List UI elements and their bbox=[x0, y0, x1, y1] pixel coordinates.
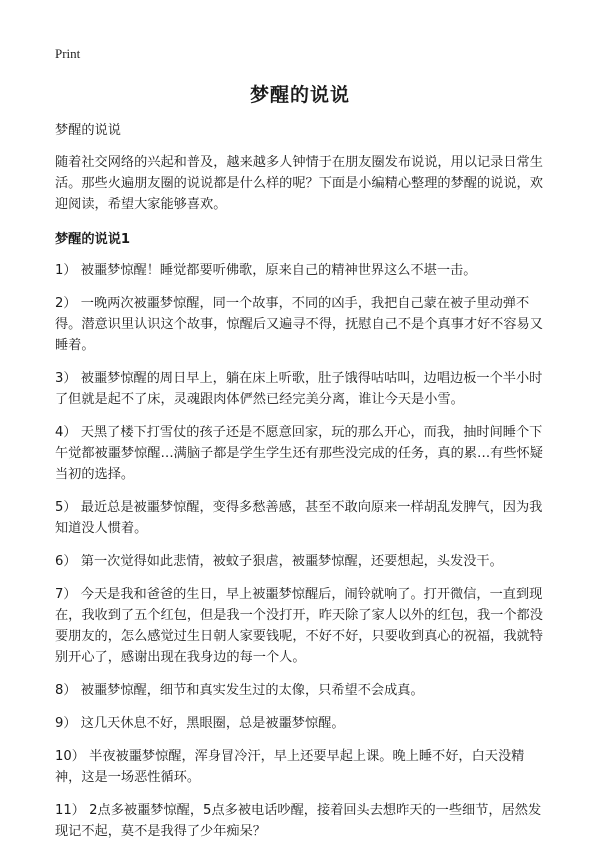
list-item: 9） 这几天休息不好，黑眼圈，总是被噩梦惊醒。 bbox=[55, 716, 345, 731]
list-item: 4） 天黑了楼下打雪仗的孩子还是不愿意回家，玩的那么开心，而我，抽时间睡个下午觉都被噩梦惊醒…满脑子都是学生学生还有那些没完成的任务，真的累…有些怀疑当初的选择。 bbox=[55, 425, 543, 482]
article-subtitle: 梦醒的说说 bbox=[55, 123, 121, 138]
list-item: 1） 被噩梦惊醒！睡觉都要听佛歌，原来自己的精神世界这么不堪一击。 bbox=[55, 263, 477, 278]
section-heading: 梦醒的说说1 bbox=[55, 232, 131, 247]
list-item: 2） 一晚两次被噩梦惊醒，同一个故事，不同的凶手，我把自己蒙在被子里动弹不得。潜意识里认识这个故事，惊醒后又遍寻不得，抚慰自己不是个真事才好不容易又睡着。 bbox=[55, 296, 543, 353]
list-item: 3） 被噩梦惊醒的周日早上，躺在床上听歌，肚子饿得咕咕叫，边唱边板一个半小时了但就是起不了床，灵魂跟肉体俨然已经完美分离，谁让今天是小雪。 bbox=[55, 371, 543, 407]
article-body bbox=[55, 120, 547, 854]
list-item: 10） 半夜被噩梦惊醒，浑身冒冷汗，早上还要早起上课。晚上睡不好，白天没精神，这是一场恶性循环。 bbox=[55, 749, 525, 785]
list-item: 6） 第一次觉得如此悲情，被蚊子狠虐，被噩梦惊醒，还要想起，头发没干。 bbox=[55, 554, 503, 569]
list-item: 7） 今天是我和爸爸的生日，早上被噩梦惊醒后，闹铃就响了。打开微信，一直到现在，我收到了五个红包，但是我一个没打开，昨天除了家人以外的红包，我一个都没要朋友的，怎么感觉过生日朝人家要钱呢，不好不好，只要收到真心的祝福，我就特别开心了，感谢出现在我身边的每一个人。 bbox=[55, 587, 543, 665]
list-item: 5） 最近总是被噩梦惊醒，变得多愁善感，甚至不敢向原来一样胡乱发脾气，因为我知道没人惯着。 bbox=[55, 500, 543, 536]
page-title: 梦醒的说说 bbox=[249, 84, 350, 106]
list-item: 11） 2点多被噩梦惊醒，5点多被电话吵醒，接着回头去想昨天的一些细节，居然发现记不起，莫不是我得了少年痴呆？ bbox=[55, 803, 542, 839]
intro-paragraph: 随着社交网络的兴起和普及，越来越多人钟情于在朋友圈发布说说，用以记录日常生活。那些火遍朋友圈的说说都是什么样的呢？下面是小编精心整理的梦醒的说说，欢迎阅读，希望大家能够喜欢。 bbox=[55, 155, 543, 212]
print-link[interactable]: Print bbox=[55, 46, 81, 61]
list-item: 8） 被噩梦惊醒，细节和真实发生过的太像，只希望不会成真。 bbox=[55, 683, 424, 698]
